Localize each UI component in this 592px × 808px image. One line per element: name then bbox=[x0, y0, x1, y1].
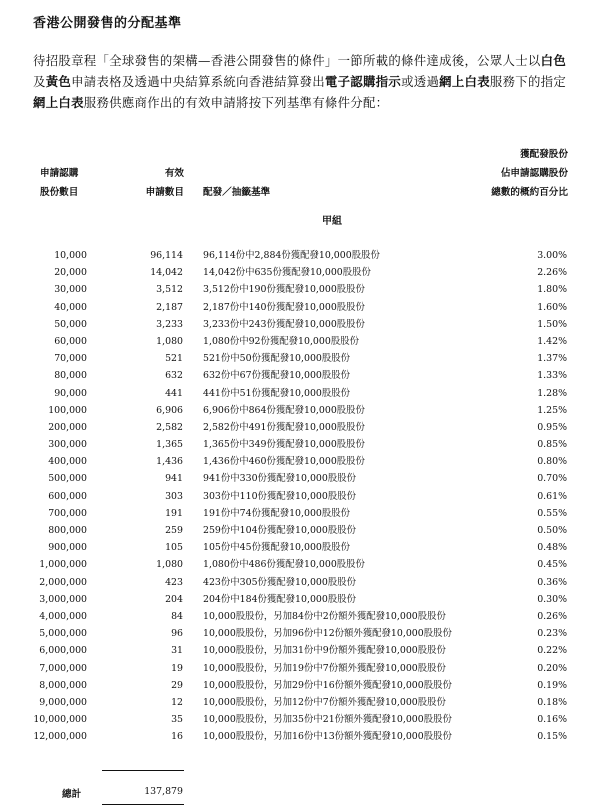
table-row bbox=[0, 711, 592, 728]
cell-shares-applied: 12,000,000 bbox=[33, 731, 87, 743]
table-row bbox=[0, 281, 592, 298]
cell-allocation-basis: 941份中330份獲配發10,000股股份 bbox=[203, 473, 356, 485]
cell-shares-applied: 5,000,000 bbox=[39, 628, 87, 640]
cell-shares-applied: 600,000 bbox=[48, 490, 87, 502]
cell-valid-applications: 1,365 bbox=[156, 439, 183, 451]
cell-percentage: 0.70% bbox=[537, 473, 567, 485]
table-row bbox=[0, 522, 592, 539]
cell-percentage: 0.16% bbox=[537, 714, 567, 726]
cell-percentage: 2.26% bbox=[537, 267, 567, 279]
cell-percentage: 1.37% bbox=[537, 353, 567, 365]
header-shares-applied bbox=[40, 164, 78, 202]
cell-allocation-basis: 2,187份中140份獲配發10,000股股份 bbox=[203, 301, 365, 313]
cell-allocation-basis: 96,114份中2,884份獲配發10,000股股份 bbox=[203, 250, 380, 261]
cell-allocation-basis: 632份中67份獲配發10,000股股份 bbox=[203, 370, 351, 382]
page-title: 香港公開發售的分配基準 bbox=[33, 16, 182, 31]
cell-percentage: 0.36% bbox=[537, 576, 567, 588]
cell-valid-applications: 303 bbox=[165, 490, 183, 502]
intro-text-4: 或透過 bbox=[401, 74, 440, 89]
cell-shares-applied: 50,000 bbox=[54, 318, 87, 330]
total-rule-top bbox=[102, 770, 184, 771]
intro-bold-yellow-form: 黃色 bbox=[45, 74, 72, 89]
cell-shares-applied: 10,000,000 bbox=[33, 714, 87, 726]
total-rule-bottom bbox=[102, 804, 184, 805]
header-valid-applications-line1: 有效 bbox=[164, 168, 184, 179]
cell-shares-applied: 200,000 bbox=[48, 421, 87, 433]
table-row bbox=[0, 333, 592, 350]
cell-percentage: 0.30% bbox=[537, 593, 567, 605]
cell-valid-applications: 6,906 bbox=[156, 404, 183, 416]
cell-shares-applied: 8,000,000 bbox=[39, 679, 87, 691]
cell-percentage: 3.00% bbox=[537, 250, 567, 261]
total-value: 137,879 bbox=[144, 786, 183, 797]
cell-allocation-basis: 1,080份中486份獲配發10,000股股份 bbox=[203, 559, 365, 571]
table-row bbox=[0, 539, 592, 556]
cell-percentage: 1.42% bbox=[537, 335, 567, 347]
cell-valid-applications: 12 bbox=[171, 696, 183, 708]
cell-shares-applied: 3,000,000 bbox=[39, 593, 87, 605]
cell-allocation-basis: 259份中104份獲配發10,000股股份 bbox=[203, 525, 356, 536]
cell-shares-applied: 90,000 bbox=[54, 387, 87, 399]
cell-shares-applied: 10,000 bbox=[54, 250, 87, 261]
cell-shares-applied: 30,000 bbox=[54, 284, 87, 296]
total-label: 總計 bbox=[62, 789, 82, 800]
cell-shares-applied: 300,000 bbox=[48, 439, 87, 451]
cell-valid-applications: 29 bbox=[171, 679, 183, 691]
table-row bbox=[0, 608, 592, 625]
cell-percentage: 0.50% bbox=[537, 525, 567, 536]
table-row bbox=[0, 677, 592, 694]
cell-valid-applications: 3,512 bbox=[156, 284, 183, 296]
cell-percentage: 0.20% bbox=[537, 662, 567, 674]
cell-allocation-basis: 441份中51份獲配發10,000股股份 bbox=[203, 387, 351, 399]
cell-valid-applications: 2,582 bbox=[156, 421, 183, 433]
cell-valid-applications: 19 bbox=[171, 662, 183, 674]
cell-valid-applications: 14,042 bbox=[150, 267, 183, 279]
cell-allocation-basis: 1,436份中460份獲配發10,000股股份 bbox=[203, 456, 365, 468]
table-row bbox=[0, 385, 592, 402]
cell-shares-applied: 2,000,000 bbox=[39, 576, 87, 588]
cell-percentage: 0.23% bbox=[537, 628, 567, 640]
cell-allocation-basis: 10,000股股份，另加29份中16份額外獲配發10,000股股份 bbox=[203, 679, 452, 691]
table-row bbox=[0, 556, 592, 573]
allocation-table bbox=[0, 247, 592, 745]
cell-valid-applications: 96,114 bbox=[150, 250, 183, 261]
cell-allocation-basis: 10,000股股份，另加19份中7份額外獲配發10,000股股份 bbox=[203, 662, 446, 674]
header-valid-applications bbox=[128, 164, 184, 202]
cell-percentage: 0.61% bbox=[537, 490, 567, 502]
cell-allocation-basis: 303份中110份獲配發10,000股股份 bbox=[203, 490, 356, 502]
table-row bbox=[0, 453, 592, 470]
table-row bbox=[0, 591, 592, 608]
cell-valid-applications: 31 bbox=[171, 645, 183, 657]
cell-percentage: 1.33% bbox=[537, 370, 567, 382]
table-row bbox=[0, 488, 592, 505]
intro-text-2: 及 bbox=[33, 74, 46, 89]
table-row bbox=[0, 299, 592, 316]
cell-shares-applied: 70,000 bbox=[54, 353, 87, 365]
cell-valid-applications: 441 bbox=[165, 387, 183, 399]
cell-shares-applied: 500,000 bbox=[48, 473, 87, 485]
cell-valid-applications: 3,233 bbox=[156, 318, 183, 330]
cell-shares-applied: 40,000 bbox=[54, 301, 87, 313]
cell-allocation-basis: 423份中305份獲配發10,000股股份 bbox=[203, 576, 356, 588]
cell-valid-applications: 521 bbox=[165, 353, 183, 365]
cell-shares-applied: 80,000 bbox=[54, 370, 87, 382]
cell-valid-applications: 16 bbox=[171, 731, 183, 743]
cell-valid-applications: 2,187 bbox=[156, 301, 183, 313]
header-percentage-line2: 佔申請認購股份 bbox=[500, 168, 568, 179]
table-row bbox=[0, 642, 592, 659]
cell-valid-applications: 96 bbox=[171, 628, 183, 640]
cell-valid-applications: 84 bbox=[171, 610, 183, 622]
cell-valid-applications: 423 bbox=[165, 576, 183, 588]
cell-valid-applications: 1,080 bbox=[156, 335, 183, 347]
header-valid-applications-line2: 申請數目 bbox=[145, 187, 184, 198]
intro-text-1: 待招股章程「全球發售的架構—香港公開發售的條件」一節所載的條件達成後，公眾人士以 bbox=[33, 53, 541, 68]
cell-percentage: 0.45% bbox=[537, 559, 567, 571]
table-row bbox=[0, 367, 592, 384]
intro-text-5: 服務下的指定 bbox=[489, 74, 567, 89]
cell-shares-applied: 60,000 bbox=[54, 335, 87, 347]
cell-shares-applied: 6,000,000 bbox=[39, 645, 87, 657]
intro-bold-white-form: 白色 bbox=[540, 53, 567, 68]
cell-allocation-basis: 1,080份中92份獲配發10,000股股份 bbox=[203, 335, 359, 347]
cell-allocation-basis: 10,000股股份，另加16份中13份額外獲配發10,000股股份 bbox=[203, 731, 452, 743]
intro-text-3: 申請表格及透過中央結算系統向香港結算發出 bbox=[71, 74, 325, 89]
cell-percentage: 1.60% bbox=[537, 301, 567, 313]
cell-allocation-basis: 105份中45份獲配發10,000股股份 bbox=[203, 542, 351, 554]
cell-valid-applications: 1,080 bbox=[156, 559, 183, 571]
cell-valid-applications: 204 bbox=[165, 593, 183, 605]
table-row bbox=[0, 316, 592, 333]
cell-valid-applications: 941 bbox=[165, 473, 183, 485]
cell-percentage: 0.80% bbox=[537, 456, 567, 468]
cell-allocation-basis: 204份中184份獲配發10,000股股份 bbox=[203, 593, 356, 605]
cell-valid-applications: 632 bbox=[165, 370, 183, 382]
cell-shares-applied: 1,000,000 bbox=[39, 559, 87, 571]
intro-bold-electronic-instructions: 電子認購指示 bbox=[324, 74, 402, 89]
cell-percentage: 0.85% bbox=[537, 439, 567, 451]
intro-text-6: 服務供應商作出的有效申請將按下列基準有條件分配： bbox=[83, 95, 389, 110]
cell-shares-applied: 800,000 bbox=[48, 525, 87, 536]
cell-allocation-basis: 10,000股股份，另加84份中2份額外獲配發10,000股股份 bbox=[203, 610, 446, 622]
cell-shares-applied: 700,000 bbox=[48, 507, 87, 519]
header-percentage-line3: 總數的概約百分比 bbox=[491, 187, 568, 198]
cell-percentage: 0.19% bbox=[537, 679, 567, 691]
table-row bbox=[0, 402, 592, 419]
cell-allocation-basis: 1,365份中349份獲配發10,000股股份 bbox=[203, 439, 365, 451]
intro-bold-white-form-eipo-2: 網上白表 bbox=[33, 95, 84, 110]
table-row bbox=[0, 247, 592, 264]
cell-percentage: 0.15% bbox=[537, 731, 567, 743]
cell-shares-applied: 9,000,000 bbox=[39, 696, 87, 708]
cell-allocation-basis: 10,000股股份，另加31份中9份額外獲配發10,000股股份 bbox=[203, 645, 446, 657]
cell-percentage: 1.28% bbox=[537, 387, 567, 399]
cell-allocation-basis: 10,000股股份，另加12份中7份額外獲配發10,000股股份 bbox=[203, 696, 446, 708]
cell-shares-applied: 7,000,000 bbox=[39, 662, 87, 674]
cell-percentage: 0.48% bbox=[537, 542, 567, 554]
cell-percentage: 0.22% bbox=[537, 645, 567, 657]
cell-allocation-basis: 2,582份中491份獲配發10,000股股份 bbox=[203, 421, 365, 433]
header-percentage-line1: 獲配發股份 bbox=[520, 149, 568, 160]
cell-valid-applications: 105 bbox=[165, 542, 183, 554]
cell-allocation-basis: 6,906份中864份獲配發10,000股股份 bbox=[203, 404, 365, 416]
cell-percentage: 0.26% bbox=[537, 610, 567, 622]
cell-valid-applications: 1,436 bbox=[156, 456, 183, 468]
table-row bbox=[0, 728, 592, 745]
cell-percentage: 0.18% bbox=[537, 696, 567, 708]
table-row bbox=[0, 505, 592, 522]
cell-percentage: 1.25% bbox=[537, 404, 567, 416]
group-label: 甲組 bbox=[322, 216, 342, 227]
cell-shares-applied: 400,000 bbox=[48, 456, 87, 468]
header-shares-applied-line2: 股份數目 bbox=[40, 187, 79, 198]
cell-shares-applied: 900,000 bbox=[48, 542, 87, 554]
table-row bbox=[0, 660, 592, 677]
table-row bbox=[0, 625, 592, 642]
cell-valid-applications: 35 bbox=[171, 714, 183, 726]
header-shares-applied-line1: 申請認購 bbox=[40, 168, 79, 179]
cell-percentage: 1.80% bbox=[537, 284, 567, 296]
cell-allocation-basis: 191份中74份獲配發10,000股股份 bbox=[203, 507, 351, 519]
table-row bbox=[0, 264, 592, 281]
table-row bbox=[0, 419, 592, 436]
cell-allocation-basis: 521份中50份獲配發10,000股股份 bbox=[203, 353, 351, 365]
intro-bold-white-form-eipo: 網上白表 bbox=[439, 74, 490, 89]
cell-allocation-basis: 14,042份中635份獲配發10,000股股份 bbox=[203, 267, 371, 279]
intro-paragraph bbox=[33, 50, 573, 113]
table-row bbox=[0, 436, 592, 453]
cell-percentage: 0.95% bbox=[537, 421, 567, 433]
cell-valid-applications: 259 bbox=[165, 525, 183, 536]
table-row bbox=[0, 694, 592, 711]
table-row bbox=[0, 574, 592, 591]
header-allocation-basis: 配發／抽籤基準 bbox=[203, 187, 271, 198]
cell-shares-applied: 4,000,000 bbox=[39, 610, 87, 622]
cell-percentage: 1.50% bbox=[537, 318, 567, 330]
cell-allocation-basis: 3,512份中190份獲配發10,000股股份 bbox=[203, 284, 365, 296]
cell-percentage: 0.55% bbox=[537, 507, 567, 519]
table-row bbox=[0, 470, 592, 487]
cell-allocation-basis: 3,233份中243份獲配發10,000股股份 bbox=[203, 318, 365, 330]
cell-shares-applied: 100,000 bbox=[48, 404, 87, 416]
table-row bbox=[0, 350, 592, 367]
cell-valid-applications: 191 bbox=[165, 507, 183, 519]
cell-shares-applied: 20,000 bbox=[54, 267, 87, 279]
header-percentage bbox=[466, 145, 568, 202]
cell-allocation-basis: 10,000股股份，另加35份中21份額外獲配發10,000股股份 bbox=[203, 714, 452, 726]
cell-allocation-basis: 10,000股股份，另加96份中12份額外獲配發10,000股股份 bbox=[203, 628, 452, 640]
